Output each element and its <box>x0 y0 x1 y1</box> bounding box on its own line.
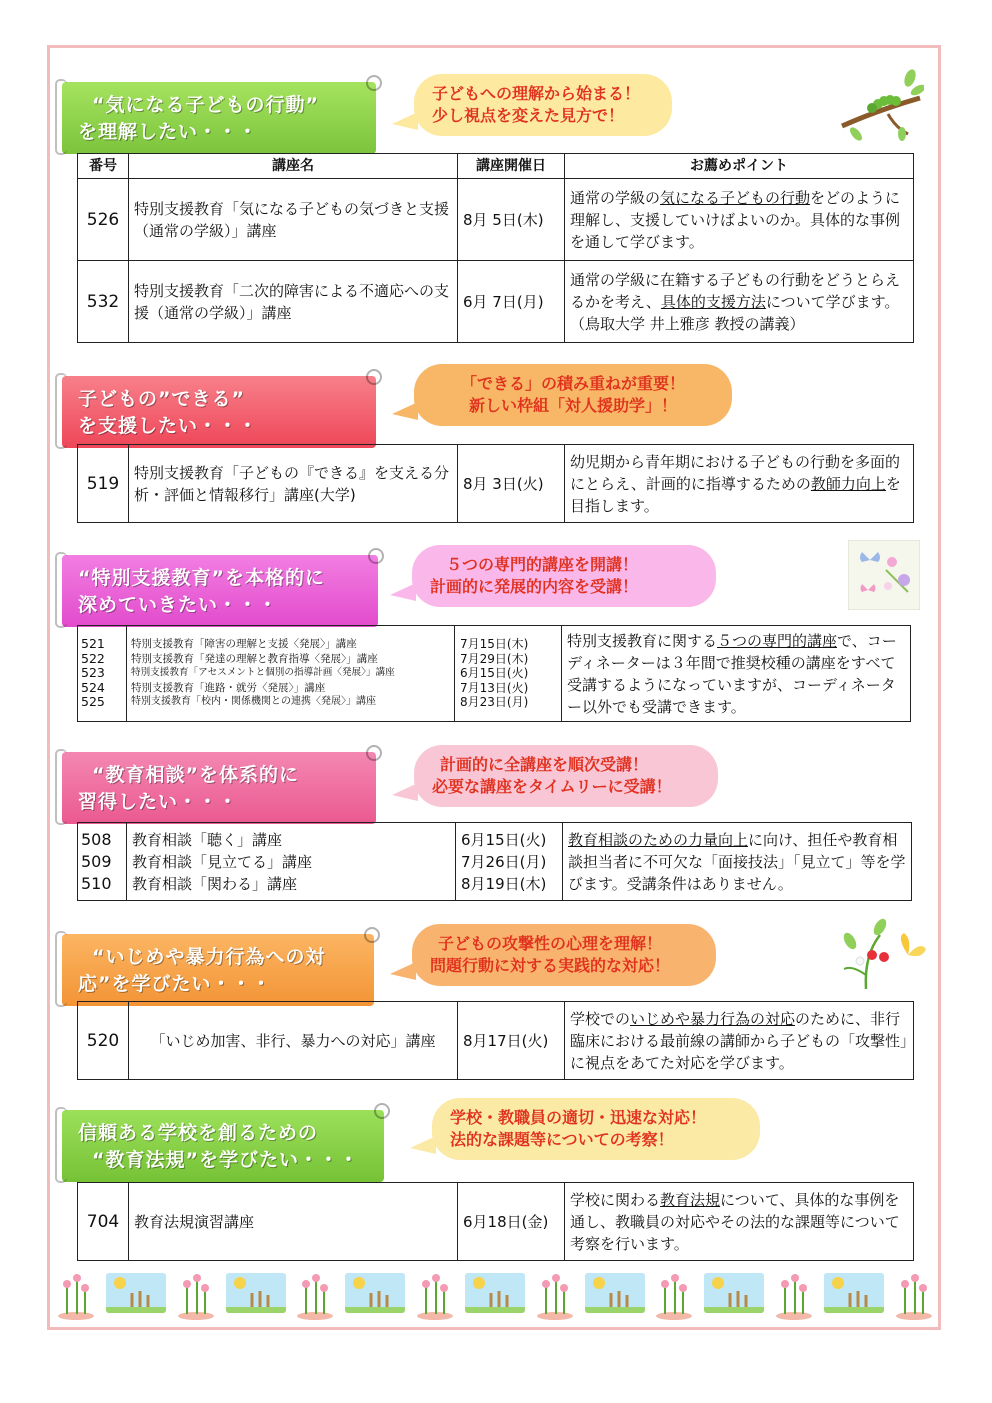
sun-sprouts-icon <box>585 1273 645 1313</box>
section-banner-behavior <box>62 82 376 154</box>
course-name-list: 教育相談「聴く」講座 教育相談「見立てる」講座 教育相談「関わる」講座 <box>127 823 456 901</box>
course-point: 特別支援教育に関する５つの専門的講座で、コーディネーターは３年間で推奨校種の講座をすべて受講するようになっていますが、コーディネーター以外でも受講できます。 <box>562 626 911 722</box>
course-table-bullying <box>77 1001 914 1080</box>
course-point: 学校でのいじめや暴力行為の対応のために、非行臨床における最前線の講師から子どもの「攻撃性」に視点をあてた対応を学びます。 <box>565 1002 914 1080</box>
table-row <box>78 626 911 722</box>
bubble-line: 新しい枠組「対人援助学」！ <box>468 396 677 415</box>
flower-pot-icon <box>653 1266 695 1321</box>
sun-sprouts-icon <box>465 1273 525 1313</box>
table-header-row <box>78 154 914 179</box>
course-name: 特別支援教育「気になる子どもの気づきと支援（通常の学級）」講座 <box>129 179 458 261</box>
course-date: 8月17日(火) <box>458 1002 565 1080</box>
course-name: 教育法規演習講座 <box>129 1183 458 1261</box>
sun-sprouts-icon <box>226 1273 286 1313</box>
banner-line: “教育相談”を体系的に <box>92 764 299 786</box>
table-row <box>78 1002 914 1080</box>
course-number: 520 <box>78 1002 129 1080</box>
bubble-line: 少し視点を変えた見方で！ <box>432 106 625 125</box>
table-row <box>78 179 914 261</box>
banner-line: 応”を学びたい・・・ <box>78 973 272 995</box>
course-date-list: 6月15日(火) 7月26日(月) 8月19日(木) <box>456 823 563 901</box>
section-banner-special-education <box>62 555 378 627</box>
course-number-list: 521 522 523 524 525 <box>78 626 127 722</box>
section-banner-support <box>62 376 376 448</box>
sun-sprouts-icon <box>704 1273 764 1313</box>
banner-line: を支援したい・・・ <box>78 415 259 437</box>
callout-bubble <box>414 74 672 136</box>
butterfly-flower-illustration <box>848 540 920 610</box>
banner-line: 信頼ある学校を創るための <box>78 1122 319 1144</box>
bubble-line: ５つの専門的講座を開講！ <box>446 555 639 574</box>
footer-decoration <box>55 1262 935 1324</box>
flower-pot-icon <box>893 1266 935 1321</box>
course-date: 6月18日(金) <box>458 1183 565 1261</box>
course-number-list: 508 509 510 <box>78 823 127 901</box>
course-number: 526 <box>78 179 129 261</box>
bubble-line: 必要な講座をタイムリーに受講！ <box>432 777 672 796</box>
banner-line: “気になる子どもの行動” <box>92 94 319 116</box>
bubble-line: 計画的に発展的内容を受講！ <box>430 577 639 596</box>
bubble-line: 計画的に全講座を順次受講！ <box>440 755 649 774</box>
course-date-list: 7月15日(木) 7月29日(木) 6月15日(火) 7月13日(火) 8月23日(月) <box>455 626 562 722</box>
course-name-list: 特別支援教育「障害の理解と支援〈発展〉」講座 特別支援教育「発達の理解と教育指導〈発展〉」講座 特別支援教育「アセスメントと個別の指導計画〈発展〉」講座 特別支援教育「進路・就労〈発展〉」講座 特別支援教育「校内・関係機関との連携〈発展〉」講座 <box>127 626 455 722</box>
course-number: 519 <box>78 445 129 523</box>
course-number: 704 <box>78 1183 129 1261</box>
banner-line: “特別支援教育”を本格的に <box>78 567 325 589</box>
course-point: 幼児期から青年期における子どもの行動を多面的にとらえ、計画的に指導するための教師力向上を目指します。 <box>565 445 914 523</box>
bubble-line: 「できる」の積み重ねが重要！ <box>460 374 685 393</box>
course-name: 特別支援教育「子どもの『できる』を支える分析・評価と情報移行」講座(大学) <box>129 445 458 523</box>
branch-caterpillar-illustration <box>838 68 924 142</box>
section-banner-education-law <box>62 1110 384 1182</box>
callout-bubble <box>432 1098 760 1160</box>
bubble-line: 問題行動に対する実践的な対応！ <box>430 956 671 975</box>
course-point: 通常の学級に在籍する子どもの行動をどうとらえるかを考え、具体的支援方法について学びます。（鳥取大学 井上雅彦 教授の講義） <box>565 261 914 343</box>
course-date: 8月 5日(木) <box>458 179 565 261</box>
bubble-line: 学校・教職員の適切・迅速な対応！ <box>450 1108 707 1127</box>
flower-pot-icon <box>294 1266 336 1321</box>
strawberry-butterfly-illustration <box>836 915 930 991</box>
sun-sprouts-icon <box>824 1273 884 1313</box>
sun-sprouts-icon <box>106 1273 166 1313</box>
banner-line: “いじめや暴力行為への対 <box>92 946 326 968</box>
flower-pot-icon <box>175 1266 217 1321</box>
callout-bubble <box>412 545 716 607</box>
header-course-name: 講座名 <box>129 154 458 179</box>
flower-pot-icon <box>534 1266 576 1321</box>
course-table-counseling <box>77 822 912 901</box>
flower-pot-icon <box>414 1266 456 1321</box>
header-number: 番号 <box>78 154 129 179</box>
sun-sprouts-icon <box>345 1273 405 1313</box>
course-date: 8月 3日(火) <box>458 445 565 523</box>
course-table-education-law <box>77 1182 914 1261</box>
header-date: 講座開催日 <box>458 154 565 179</box>
table-row <box>78 823 912 901</box>
banner-line: 子どもの”できる” <box>78 388 245 410</box>
bubble-line: 法的な課題等についての考察！ <box>450 1130 674 1149</box>
section-banner-bullying <box>62 934 374 1006</box>
course-table-behavior <box>77 153 914 343</box>
bubble-line: 子どもへの理解から始まる！ <box>432 84 641 103</box>
course-point: 学校に関わる教育法規について、具体的な事例を通し、教職員の対応やその法的な課題等について考察を行います。 <box>565 1183 914 1261</box>
course-name: 「いじめ加害、非行、暴力への対応」講座 <box>129 1002 458 1080</box>
banner-line: を理解したい・・・ <box>78 121 259 143</box>
table-row <box>78 1183 914 1261</box>
course-point: 教育相談のための力量向上に向け、担任や教育相談担当者に不可欠な「面接技法」「見立て」等を学びます。受講条件はありません。 <box>563 823 912 901</box>
section-banner-counseling <box>62 752 376 824</box>
table-row <box>78 445 914 523</box>
course-date: 6月 7日(月) <box>458 261 565 343</box>
banner-line: 習得したい・・・ <box>78 791 239 813</box>
course-table-special-education <box>77 625 911 722</box>
banner-line: 深めていきたい・・・ <box>78 594 279 616</box>
bubble-line: 子どもの攻撃性の心理を理解！ <box>438 934 663 953</box>
course-point: 通常の学級の気になる子どもの行動をどのように理解し、支援していけばよいのか。具体的な事例を通して学びます。 <box>565 179 914 261</box>
callout-bubble <box>414 745 718 807</box>
callout-bubble <box>414 364 732 426</box>
header-point: お薦めポイント <box>565 154 914 179</box>
callout-bubble <box>412 924 716 986</box>
table-row <box>78 261 914 343</box>
course-table-support <box>77 444 914 523</box>
course-number: 532 <box>78 261 129 343</box>
flower-pot-icon <box>55 1266 97 1321</box>
flower-pot-icon <box>773 1266 815 1321</box>
banner-line: “教育法規”を学びたい・・・ <box>92 1149 359 1171</box>
course-name: 特別支援教育「二次的障害による不適応への支援（通常の学級）」講座 <box>129 261 458 343</box>
